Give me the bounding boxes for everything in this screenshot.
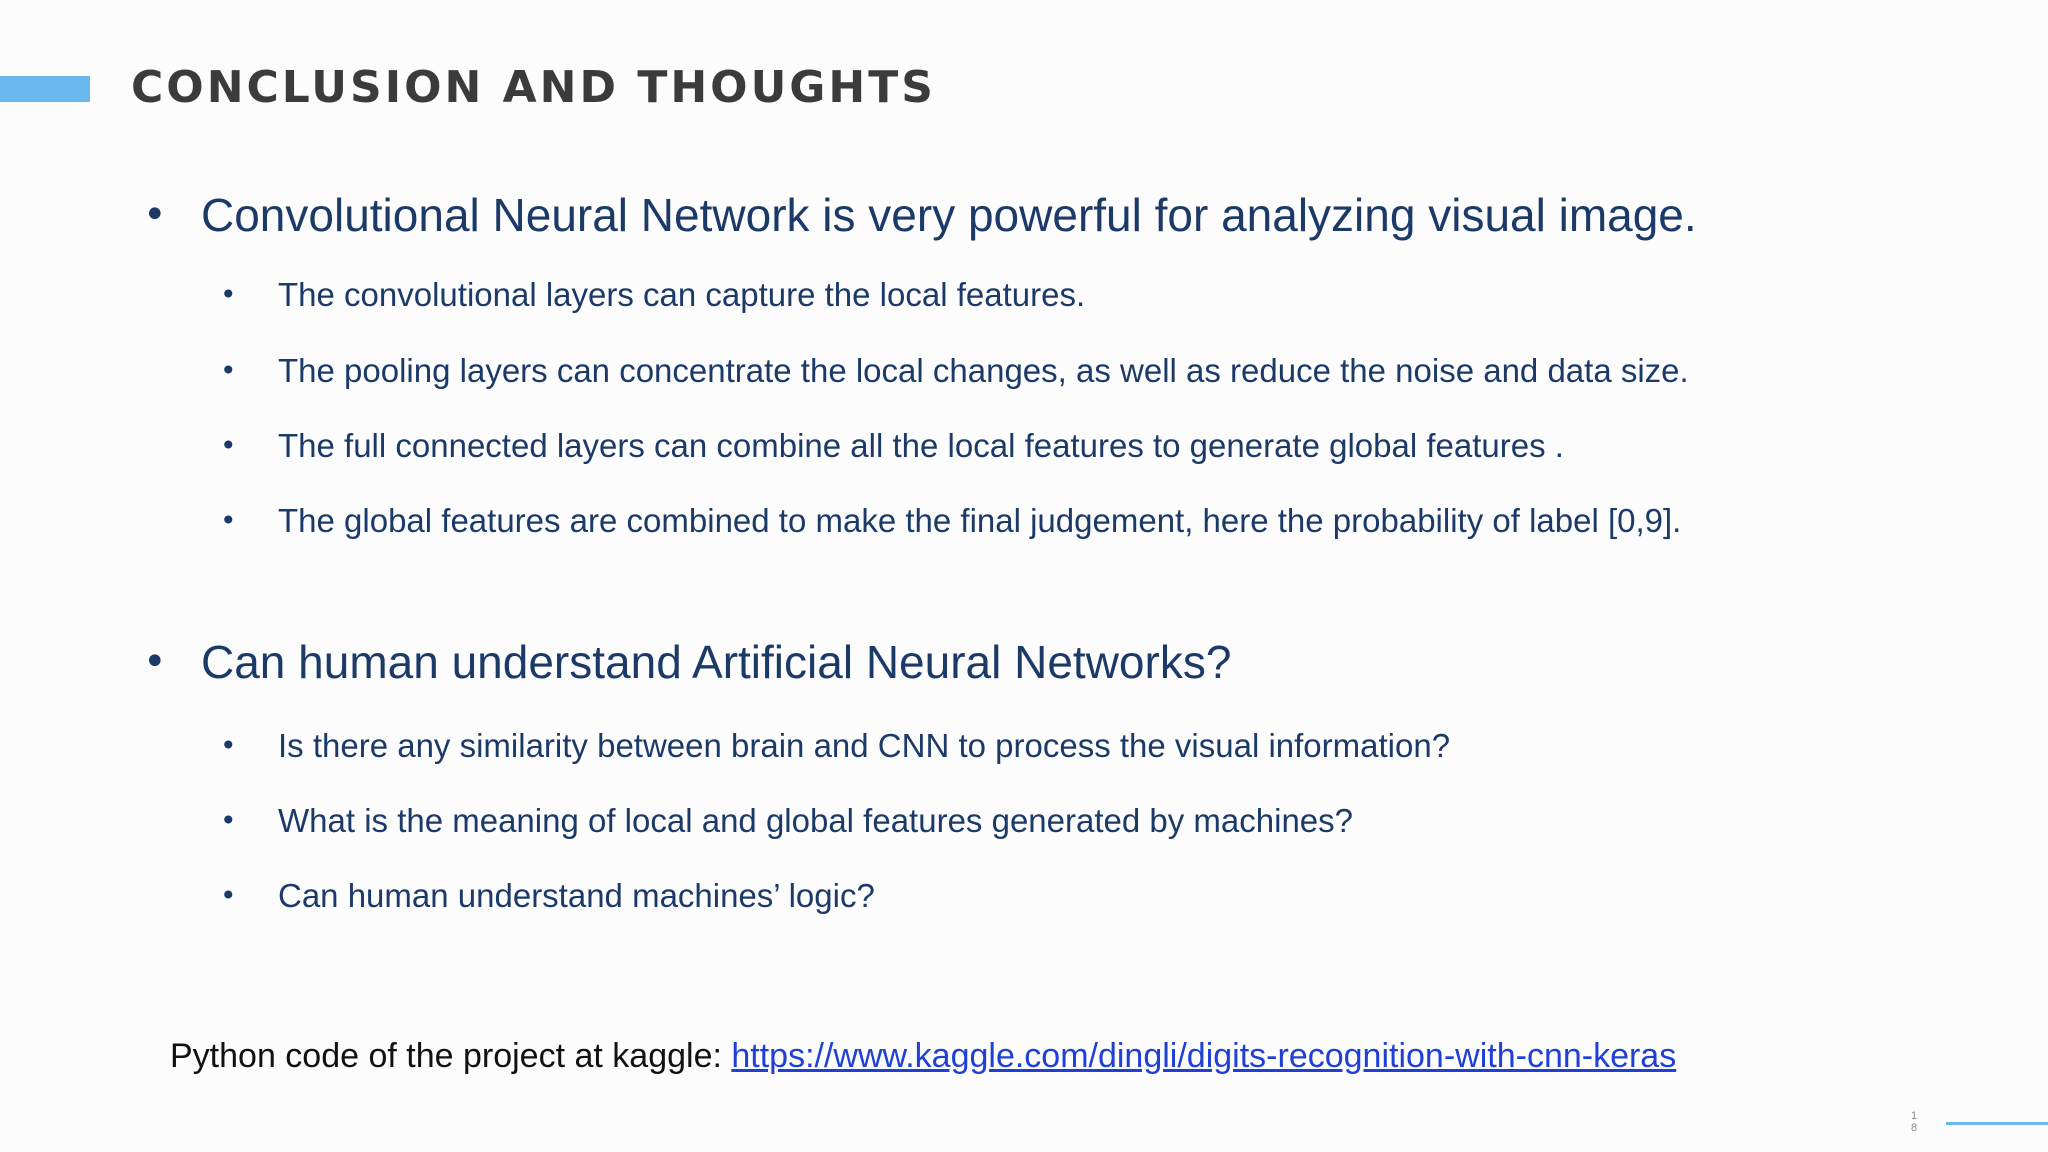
corner-accent-line — [1946, 1122, 2048, 1125]
bullet-item-full-connected-layers — [220, 424, 1564, 468]
bullet-item-meaning-of-features — [220, 799, 1353, 843]
bullet-text: The full connected layers can combine all the local features to generate global features . — [278, 427, 1564, 464]
bullet-text: What is the meaning of local and global features generated by machines? — [278, 802, 1353, 839]
bullet-marker: • — [220, 804, 237, 837]
bullet-item-convolutional-layers — [220, 273, 1086, 317]
bullet-marker: • — [220, 729, 237, 762]
bullet-text: Can human understand Artificial Neural Networks? — [201, 636, 1232, 688]
bullet-item-brain-cnn-similarity — [220, 724, 1451, 768]
bullet-marker: • — [220, 429, 237, 462]
bullet-item-pooling-layers — [220, 349, 1689, 393]
bullet-item-global-features — [220, 499, 1682, 543]
bullet-text: Convolutional Neural Network is very powerful for analyzing visual image. — [201, 189, 1697, 241]
footer-prefix: Python code of the project at kaggle: — [170, 1037, 732, 1075]
bullet-text: The global features are combined to make the final judgement, here the probability of label [0,9]. — [278, 502, 1682, 539]
bullet-text: The convolutional layers can capture the local features. — [278, 276, 1086, 313]
bullet-marker: • — [143, 639, 167, 685]
bullet-marker: • — [220, 354, 237, 387]
bullet-item-human-understand-ann — [143, 634, 1232, 690]
bullet-text: Is there any similarity between brain and CNN to process the visual information? — [278, 727, 1451, 764]
slide-title: CONCLUSION AND THOUGHTS — [131, 62, 936, 113]
bullet-marker: • — [220, 504, 237, 537]
footer-source-line — [170, 1034, 1676, 1078]
bullet-item-cnn-powerful — [143, 187, 1697, 243]
bullet-text: Can human understand machines’ logic? — [278, 877, 875, 914]
bullet-marker: • — [220, 879, 237, 912]
bullet-marker: • — [143, 192, 167, 238]
bullet-item-machines-logic — [220, 874, 875, 918]
bullet-text: The pooling layers can concentrate the local changes, as well as reduce the noise and data size. — [278, 352, 1689, 389]
bullet-marker: • — [220, 278, 237, 311]
kaggle-project-link[interactable]: https://www.kaggle.com/dingli/digits-recognition-with-cnn-keras — [731, 1037, 1677, 1075]
page-number: 18 — [1910, 1110, 1918, 1134]
